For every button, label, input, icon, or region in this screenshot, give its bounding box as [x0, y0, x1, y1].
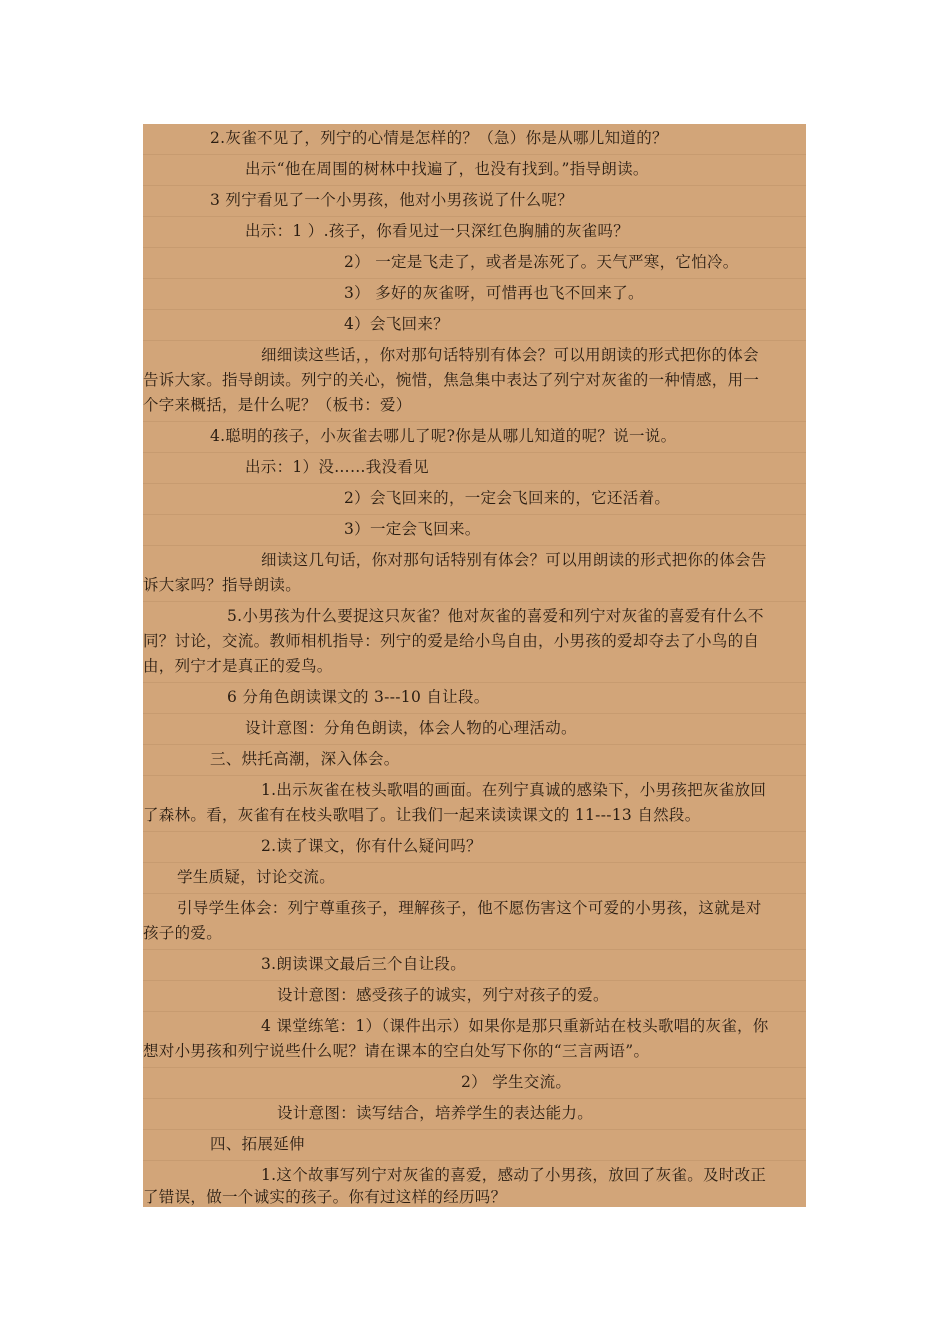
text-line: 细细读这些话，，你对那句话特别有体会？可以用朗读的形式把你的体会 — [261, 346, 759, 364]
text-line: 6 分角色朗读课文的 3---10 自让段。 — [143, 683, 806, 714]
text-line: 3）一定会飞回来。 — [143, 515, 806, 546]
text-line: 4）会飞回来？ — [143, 310, 806, 341]
text-line: 设计意图：读写结合，培养学生的表达能力。 — [143, 1099, 806, 1130]
text-line: 3） 多好的灰雀呀，可惜再也飞不回来了。 — [143, 279, 806, 310]
text-line: 1.这个故事写列宁对灰雀的喜爱，感动了小男孩，放回了灰雀。及时改正 — [261, 1166, 767, 1184]
document-text-block — [143, 124, 806, 1207]
text-line: 2） 一定是飞走了，或者是冻死了。天气严寒，它怕冷。 — [143, 248, 806, 279]
text-line: 出示：1 ）.孩子，你看见过一只深红色胸脯的灰雀吗？ — [143, 217, 806, 248]
text-line: 设计意图：感受孩子的诚实，列宁对孩子的爱。 — [143, 981, 806, 1012]
text-line: 出示“他在周围的树林中找遍了，也没有找到。”指导朗读。 — [143, 155, 806, 186]
section-heading: 四、拓展延伸 — [143, 1130, 806, 1161]
section-heading: 三、烘托高潮，深入体会。 — [143, 745, 806, 776]
text-line: 3.朗读课文最后三个自让段。 — [143, 950, 806, 981]
text-line: 4.聪明的孩子，小灰雀去哪儿了呢?你是从哪儿知道的呢？说一说。 — [143, 422, 806, 453]
text-line: 了错误，做一个诚实的孩子。你有过这样的经历吗？ — [143, 1188, 507, 1206]
text-line: 5.小男孩为什么要捉这只灰雀？他对灰雀的喜爱和列宁对灰雀的喜爱有什么不 — [227, 607, 764, 625]
text-line: 4 课堂练笔：1）（课件出示）如果你是那只重新站在枝头歌唱的灰雀，你 — [261, 1017, 769, 1035]
text-line: 个字来概括，是什么呢？（板书：爱） — [143, 391, 806, 422]
text-line: 设计意图：分角色朗读，体会人物的心理活动。 — [143, 714, 806, 745]
text-line: 2.读了课文，你有什么疑问吗？ — [143, 832, 806, 863]
text-line: 由，列宁才是真正的爱鸟。 — [143, 652, 806, 683]
text-line: 了森林。看，灰雀有在枝头歌唱了。让我们一起来读读课文的 11---13 自然段。 — [143, 801, 806, 832]
text-line: 学生质疑，讨论交流。 — [143, 863, 806, 894]
text-line: 诉大家吗？指导朗读。 — [143, 571, 806, 602]
text-line: 出示：1）没……我没看见 — [143, 453, 806, 484]
text-line: 细读这几句话，你对那句话特别有体会？可以用朗读的形式把你的体会告 — [261, 551, 767, 569]
text-line: 同？讨论，交流。教师相机指导：列宁的爱是给小鸟自由，小男孩的爱却夺去了小鸟的自 — [143, 632, 760, 650]
text-line: 1.出示灰雀在枝头歌唱的画面。在列宁真诚的感染下，小男孩把灰雀放回 — [261, 781, 767, 799]
text-line: 想对小男孩和列宁说些什么呢？请在课本的空白处写下你的“三言两语”。 — [143, 1037, 806, 1068]
text-line: 3 列宁看见了一个小男孩，他对小男孩说了什么呢？ — [143, 186, 806, 217]
text-line: 引导学生体会：列宁尊重孩子，理解孩子，他不愿伤害这个可爱的小男孩，这就是对 — [177, 899, 762, 917]
text-line: 2）会飞回来的，一定会飞回来的，它还活着。 — [143, 484, 806, 515]
text-line: 2.灰雀不见了，列宁的心情是怎样的？（急）你是从哪儿知道的？ — [143, 124, 806, 155]
text-line: 孩子的爱。 — [143, 919, 806, 950]
text-line: 告诉大家。指导朗读。列宁的关心，惋惜，焦急集中表达了列宁对灰雀的一种情感，用一 — [143, 371, 760, 389]
text-line: 2） 学生交流。 — [143, 1068, 806, 1099]
